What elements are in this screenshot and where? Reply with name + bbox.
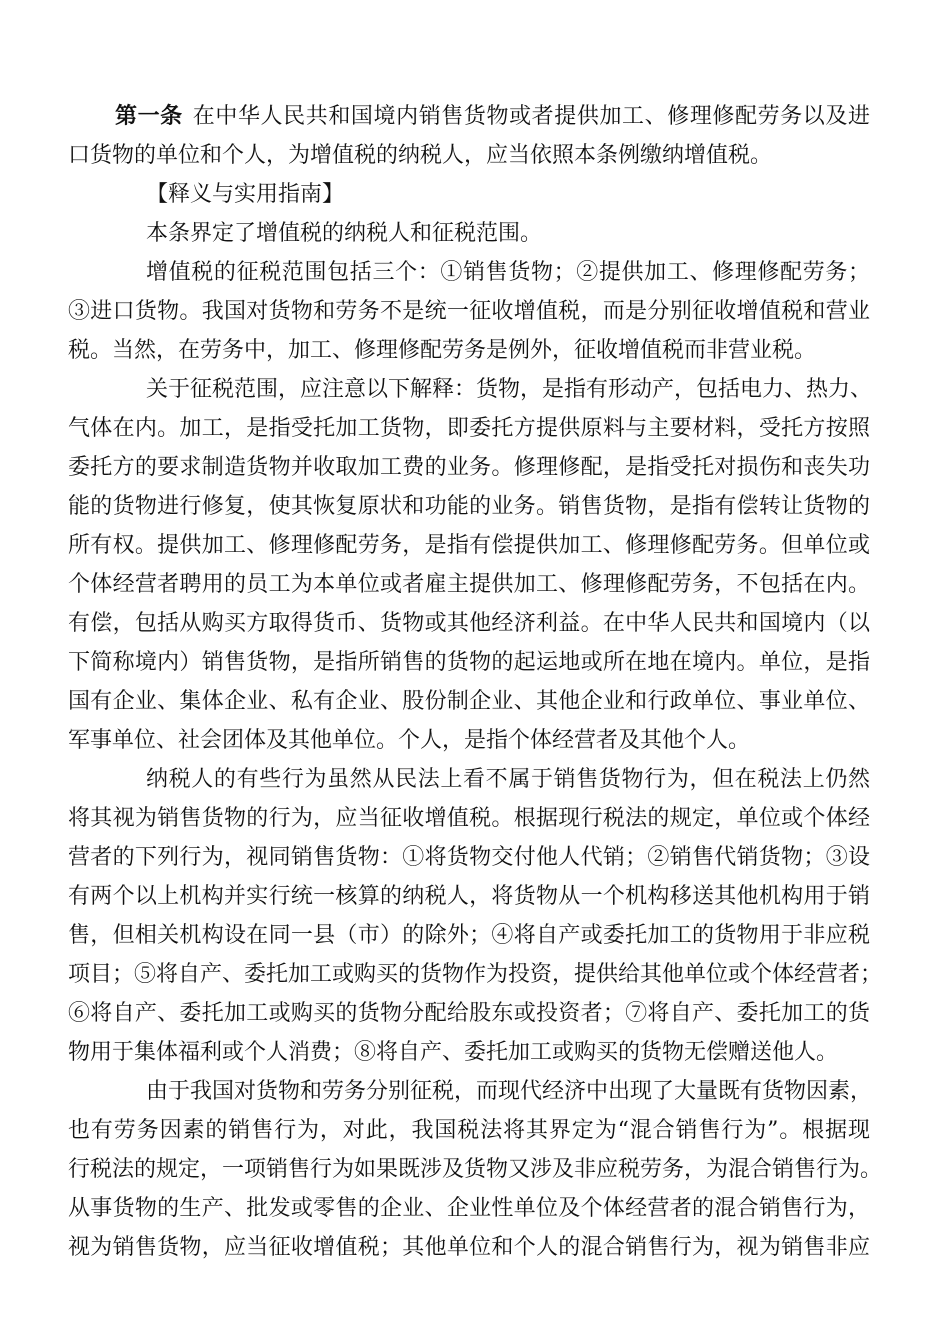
paragraph-line: ⑥将自产、委托加工或购买的货物分配给股东或投资者；⑦将自产、委托加工的货 <box>68 1001 870 1026</box>
paragraph-line: 行税法的规定，一项销售行为如果既涉及货物又涉及非应税劳务，为混合销售行为。 <box>68 1157 883 1182</box>
paragraph-line: 物用于集体福利或个人消费；⑧将自产、委托加工或购买的货物无偿赠送他人。 <box>68 1040 839 1065</box>
paragraph-line: 项目；⑤将自产、委托加工或购买的货物作为投资，提供给其他单位或个体经营者； <box>68 962 883 987</box>
paragraph-line: 税。当然，在劳务中，加工、修理修配劳务是例外，征收增值税而非营业税。 <box>68 338 817 363</box>
paragraph-line: 军事单位、社会团体及其他单位。个人，是指个体经营者及其他个人。 <box>68 728 751 753</box>
paragraph-line: 有两个以上机构并实行统一核算的纳税人，将货物从一个机构移送其他机构用于销 <box>68 884 870 909</box>
paragraph-line: 从事货物的生产、批发或零售的企业、企业性单位及个体经营者的混合销售行为， <box>68 1196 870 1221</box>
article-heading: 第一条 <box>115 103 183 129</box>
article-text: 口货物的单位和个人，为增值税的纳税人，应当依照本条例缴纳增值税。 <box>68 143 773 168</box>
paragraph-line: 将其视为销售货物的行为，应当征收增值税。根据现行税法的规定，单位或个体经 <box>68 806 870 831</box>
paragraph-line: 售，但相关机构设在同一县（市）的除外；④将自产或委托加工的货物用于非应税 <box>68 923 870 948</box>
article-text: 在中华人民共和国境内销售货物或者提供加工、修理修配劳务以及进 <box>192 104 870 129</box>
paragraph-line: 所有权。提供加工、修理修配劳务，是指有偿提供加工、修理修配劳务。但单位或 <box>68 533 870 558</box>
paragraph-line: 委托方的要求制造货物并收取加工费的业务。修理修配，是指受托对损伤和丧失功 <box>68 455 870 480</box>
paragraph-line: ③进口货物。我国对货物和劳务不是统一征收增值税，而是分别征收增值税和营业 <box>68 299 870 324</box>
paragraph-line: 本条界定了增值税的纳税人和征税范围。 <box>146 221 543 246</box>
paragraph-line: 也有劳务因素的销售行为，对此，我国税法将其界定为“混合销售行为”。根据现 <box>68 1118 870 1143</box>
paragraph-line: 纳税人的有些行为虽然从民法上看不属于销售货物行为，但在税法上仍然 <box>146 767 870 792</box>
paragraph-line: 关于征税范围，应注意以下解释：货物，是指有形动产，包括电力、热力、 <box>146 377 873 402</box>
paragraph-line: 能的货物进行修复，使其恢复原状和功能的业务。销售货物，是指有偿转让货物的 <box>68 494 870 519</box>
paragraph-line: 营者的下列行为，视同销售货物：①将货物交付他人代销；②销售代销货物；③设 <box>68 845 870 870</box>
section-title: 【释义与实用指南】 <box>146 182 345 207</box>
paragraph-line: 国有企业、集体企业、私有企业、股份制企业、其他企业和行政单位、事业单位、 <box>68 689 870 714</box>
paragraph-line: 增值税的征税范围包括三个：①销售货物；②提供加工、修理修配劳务； <box>146 260 870 285</box>
paragraph-line: 个体经营者聘用的员工为本单位或者雇主提供加工、修理修配劳务，不包括在内。 <box>68 572 870 597</box>
paragraph-line: 由于我国对货物和劳务分别征税，而现代经济中出现了大量既有货物因素， <box>146 1079 873 1104</box>
article-first-line <box>68 97 870 136</box>
paragraph-line: 有偿，包括从购买方取得货币、货物或其他经济利益。在中华人民共和国境内（以 <box>68 611 870 636</box>
paragraph-line: 下简称境内）销售货物，是指所销售的货物的起运地或所在地在境内。单位，是指 <box>68 650 870 675</box>
paragraph-line: 气体在内。加工，是指受托加工货物，即委托方提供原料与主要材料，受托方按照 <box>68 416 870 441</box>
paragraph-line: 视为销售货物，应当征收增值税；其他单位和个人的混合销售行为，视为销售非应 <box>68 1235 870 1260</box>
